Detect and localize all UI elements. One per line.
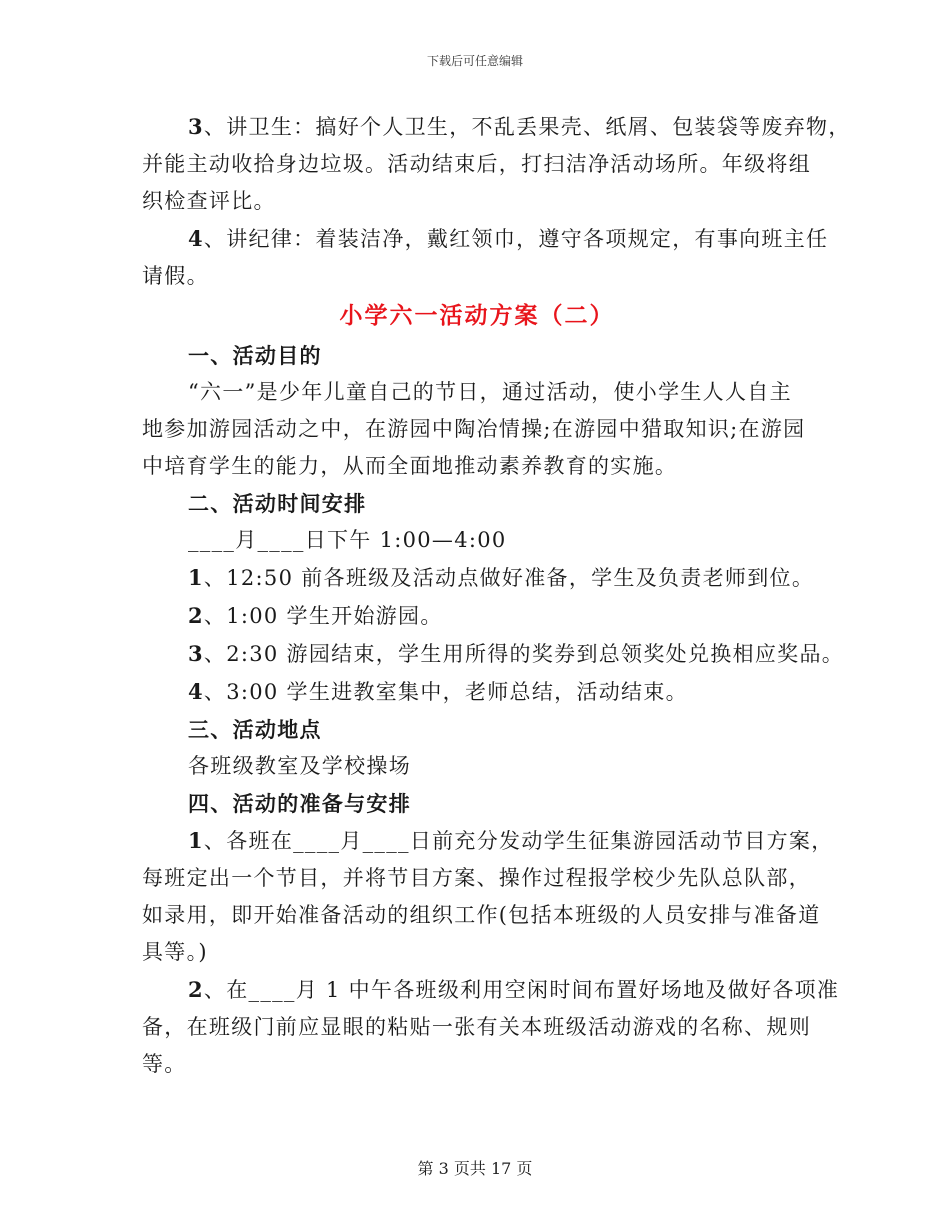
- item-number: 1: [188, 828, 204, 853]
- page-header: 下载后可任意编辑: [426, 54, 523, 68]
- item-4-line-2: 请假。: [142, 264, 209, 288]
- schedule-date-line: ____月____日下午 1:00—4:00: [188, 528, 507, 552]
- prep-item-1-line-2: 每班定出一个节目，并将节目方案、操作过程报学校少先队总队部，: [142, 866, 811, 890]
- location-text: 各班级教室及学校操场: [188, 754, 411, 778]
- schedule-item: [142, 559, 815, 597]
- prep-item-1-line-1: [142, 822, 834, 860]
- document-title: 小学六一活动方案（二）: [339, 302, 615, 329]
- item-text: 、讲卫生：搞好个人卫生，不乱丢果壳、纸屑、包装袋等废弃物，: [203, 115, 851, 139]
- item-number: 4: [188, 226, 204, 251]
- purpose-heading: 一、活动目的: [188, 343, 322, 368]
- item-4-line-1: [142, 220, 829, 258]
- item-text: 、2:30 游园结束，学生用所得的奖券到总领奖处兑换相应奖品。: [203, 642, 845, 666]
- item-number: 2: [188, 977, 204, 1002]
- schedule-item: [142, 597, 812, 635]
- item-3-line-3: 织检查评比。: [142, 189, 276, 213]
- item-3-line-1: [142, 108, 851, 146]
- purpose-line-1: “六一”是少年儿童自己的节日，通过活动，使小学生人人自主: [188, 380, 792, 404]
- page-content: [142, 108, 851, 1083]
- schedule-heading: 二、活动时间安排: [188, 491, 367, 516]
- purpose-line-2: 地参加游园活动之中，在游园中陶冶情操;在游园中猎取知识;在游园: [142, 417, 806, 441]
- prep-item-2-line-1: [142, 971, 840, 1009]
- item-text: 、1:00 学生开始游园。: [203, 604, 443, 628]
- item-text: 、3:00 学生进教室集中，老师总结，活动结束。: [203, 680, 688, 704]
- item-number: 4: [188, 679, 204, 704]
- schedule-item: [142, 635, 845, 673]
- prep-item-1-line-4: 具等。): [142, 940, 208, 964]
- item-text: 、12:50 前各班级及活动点做好准备，学生及负责老师到位。: [203, 566, 815, 590]
- item-number: 1: [188, 565, 204, 590]
- prep-item-2-line-3: 等。: [142, 1052, 187, 1076]
- location-heading: 三、活动地点: [188, 717, 322, 742]
- item-text: 、各班在____月____日前充分发动学生征集游园活动节目方案，: [203, 829, 834, 853]
- item-number: 2: [188, 603, 204, 628]
- item-number: 3: [188, 641, 204, 666]
- purpose-line-3: 中培育学生的能力，从而全面地推动素养教育的实施。: [142, 454, 678, 478]
- item-number: 3: [188, 114, 204, 139]
- schedule-item: [142, 673, 812, 711]
- prep-item-2-line-2: 备，在班级门前应显眼的粘贴一张有关本班级活动游戏的名称、规则: [142, 1015, 811, 1039]
- item-3-line-2: 并能主动收拾身边垃圾。活动结束后，打扫洁净活动场所。年级将组: [142, 152, 811, 176]
- item-text: 、在____月 1 中午各班级利用空闲时间布置好场地及做好各项准: [203, 978, 840, 1002]
- item-text: 、讲纪律：着装洁净，戴红领巾，遵守各项规定，有事向班主任: [203, 227, 829, 251]
- prep-item-1-line-3: 如录用，即开始准备活动的组织工作(包括本班级的人员安排与准备道: [142, 903, 821, 927]
- preparation-heading: 四、活动的准备与安排: [188, 791, 411, 816]
- page-footer: 第 3 页共 17 页: [417, 1159, 533, 1178]
